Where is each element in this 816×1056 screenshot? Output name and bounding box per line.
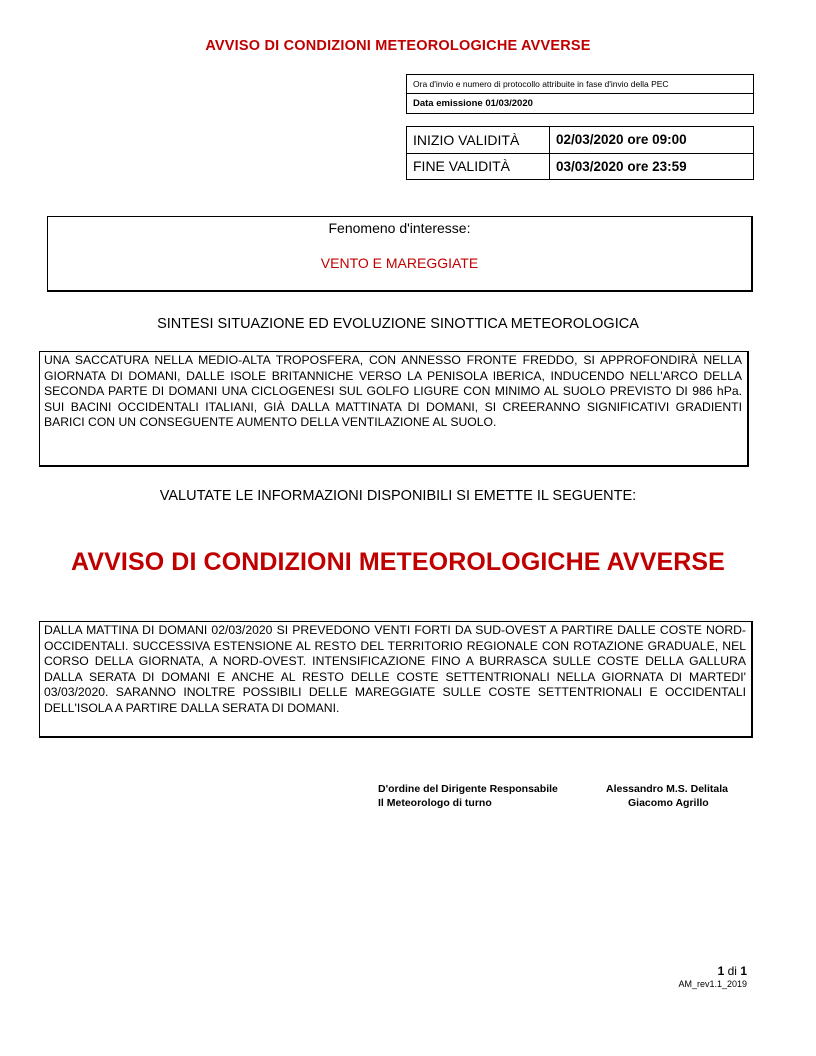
- phenomenon-value: VENTO E MAREGGIATE: [320, 255, 479, 271]
- page-current: 1: [717, 964, 725, 978]
- validity-start-value: 02/03/2020 ore 09:00: [550, 127, 754, 154]
- page-separator: di: [727, 964, 737, 978]
- signature-role-2: Il Meteorologo di turno: [378, 797, 492, 809]
- page-total: 1: [740, 964, 747, 978]
- synopsis-text: UNA SACCATURA NELLA MEDIO-ALTA TROPOSFERA, CON ANNESSO FRONTE FREDDO, SI APPROFONDIRÀ NELLA GIORNATA DI DOMANI, DALLE ISOLE BRITANNICHE VERSO LA PENISOLA IBERICA, INDUCENDO NELL'ARCO DELLA SECONDA PARTE DI DOMANI UNA CICLOGENESI SUL GOLFO LIGURE CON MINIMO AL SUOLO PREVISTO DI 986 hPa. SUI BACINI OCCIDENTALI ITALIANI, GIÀ DALLA MATTINATA DI DOMANI, SI CREERANNO SIGNIFICATIVI GRADIENTI BARICI CON UN CONSEGUENTE AUMENTO DELLA VENTILAZIONE AL SUOLO.: [39, 351, 749, 467]
- document-title: AVVISO DI CONDIZIONI METEOROLOGICHE AVVERSE: [205, 38, 591, 54]
- signature-name-1: Alessandro M.S. Delitala: [606, 783, 728, 795]
- protocol-note: Ora d'invio e numero di protocollo attribuite in fase d'invio della PEC: [407, 75, 753, 94]
- protocol-info-box: [406, 74, 754, 114]
- warning-title: AVVISO DI CONDIZIONI METEOROLOGICHE AVVERSE: [71, 548, 725, 576]
- validity-start-label: INIZIO VALIDITÀ: [407, 127, 550, 154]
- revision-code: AM_rev1.1_2019: [678, 979, 747, 989]
- validity-end-value: 03/03/2020 ore 23:59: [550, 153, 754, 180]
- validity-end-label: FINE VALIDITÀ: [407, 153, 550, 180]
- emission-statement: VALUTATE LE INFORMAZIONI DISPONIBILI SI EMETTE IL SEGUENTE:: [159, 488, 637, 504]
- signature-name-2: Giacomo Agrillo: [628, 797, 709, 809]
- phenomenon-box: [47, 216, 753, 292]
- synopsis-title: SINTESI SITUAZIONE ED EVOLUZIONE SINOTTICA METEOROLOGICA: [157, 316, 639, 332]
- signature-role-1: D'ordine del Dirigente Responsabile: [378, 783, 558, 795]
- emission-date: Data emissione 01/03/2020: [413, 98, 533, 109]
- validity-start-row: [407, 127, 754, 154]
- phenomenon-label: Fenomeno d'interesse:: [328, 220, 471, 236]
- validity-end-row: [407, 153, 754, 180]
- validity-table: [406, 126, 754, 180]
- warning-text: DALLA MATTINA DI DOMANI 02/03/2020 SI PREVEDONO VENTI FORTI DA SUD-OVEST A PARTIRE DALLE COSTE NORD-OCCIDENTALI. SUCCESSIVA ESTENSIONE AL RESTO DEL TERRITORIO REGIONALE CON ROTAZIONE GRADUALE, NEL CORSO DELLA GIORNATA, A NORD-OVEST. INTENSIFICAZIONE FINO A BURRASCA SULLE COSTE DELLA GALLURA DALLA SERATA DI DOMANI E ANCHE AL RESTO DELLE COSTE SETTENTRIONALI NELLA GIORNATA DI MARTEDI' 03/03/2020. SARANNO INOLTRE POSSIBILI DELLE MAREGGIATE SULLE COSTE SETTENTRIONALI E OCCIDENTALI DELL'ISOLA A PARTIRE DALLA SERATA DI DOMANI.: [39, 621, 753, 738]
- page-number: [700, 964, 747, 978]
